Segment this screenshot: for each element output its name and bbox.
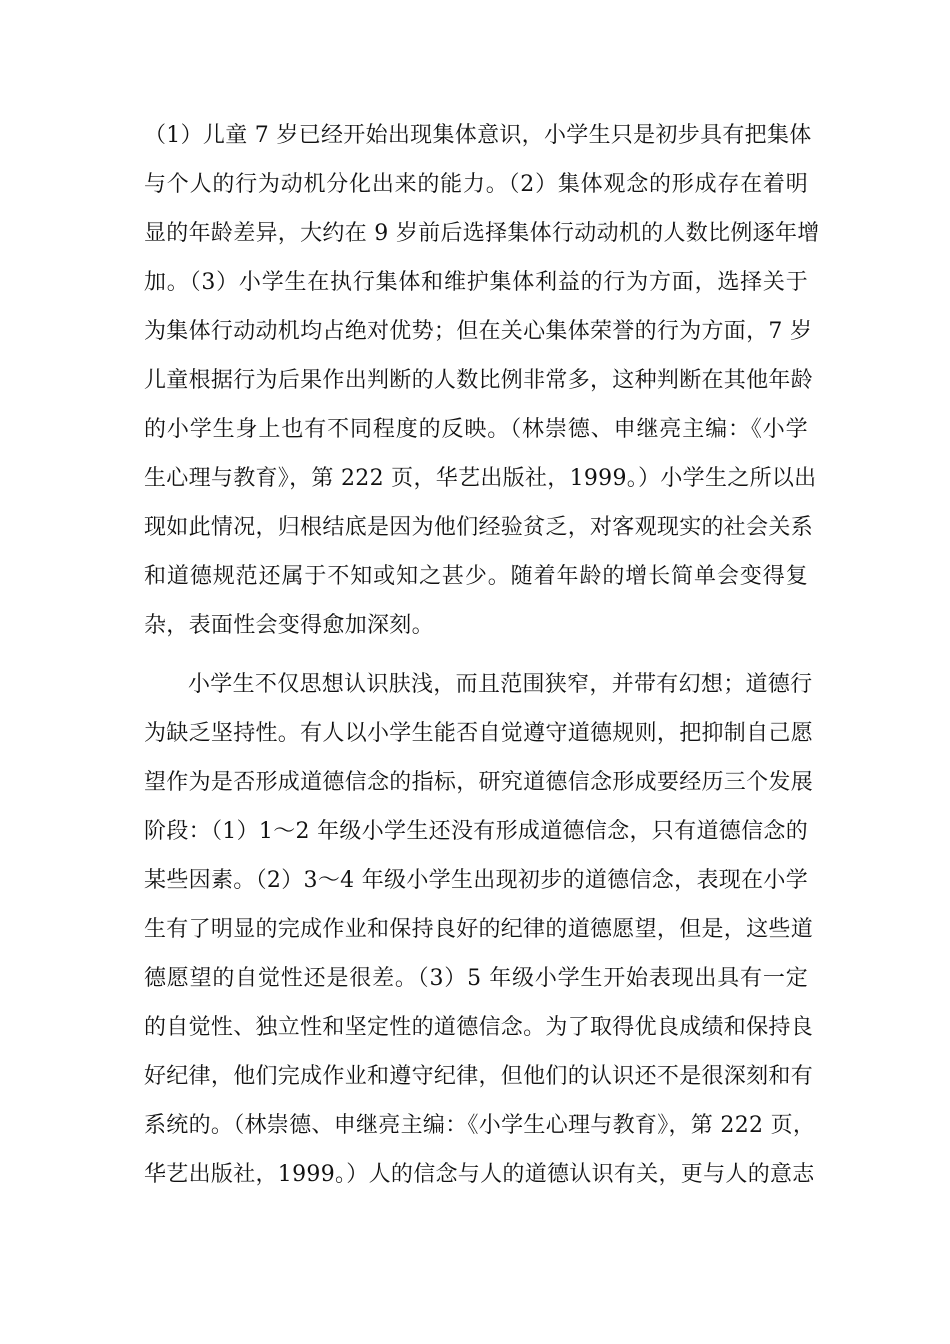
text-line: 系统的。（林崇德、申继亮主编：《小学生心理与教育》，第 222 页， — [144, 1113, 816, 1138]
text-line: 儿童根据行为后果作出判断的人数比例非常多，这种判断在其他年龄 — [144, 368, 814, 393]
text-line: 加。（3）小学生在执行集体和维护集体利益的行为方面，选择关于 — [144, 270, 808, 295]
text-line: 生有了明显的完成作业和保持良好的纪律的道德愿望，但是，这些道 — [144, 917, 814, 942]
text-line: 阶段：（1）1～2 年级小学生还没有形成道德信念，只有道德信念的 — [144, 819, 808, 844]
text-line: 与个人的行为动机分化出来的能力。（2）集体观念的形成存在着明 — [144, 172, 808, 197]
text-line: 好纪律，他们完成作业和遵守纪律，但他们的认识还不是很深刻和有 — [144, 1064, 814, 1089]
text-line: 的小学生身上也有不同程度的反映。（林崇德、申继亮主编：《小学 — [144, 417, 808, 442]
paragraph-last-line: 杂，表面性会变得愈加深刻。 — [144, 613, 434, 638]
text-line: （1）儿童 7 岁已经开始出现集体意识，小学生只是初步具有把集体 — [144, 123, 812, 148]
text-line: 德愿望的自觉性还是很差。（3）5 年级小学生开始表现出具有一定 — [144, 966, 808, 991]
text-line: 和道德规范还属于不知或知之甚少。随着年龄的增长简单会变得复 — [144, 564, 808, 589]
text-line: 为缺乏坚持性。有人以小学生能否自觉遵守道德规则，把抑制自己愿 — [144, 721, 814, 746]
text-line: 某些因素。（2）3～4 年级小学生出现初步的道德信念，表现在小学 — [144, 868, 808, 893]
text-line: 生心理与教育》，第 222 页，华艺出版社，1999。）小学生之所以出 — [144, 466, 817, 491]
text-line: 的自觉性、独立性和坚定性的道德信念。为了取得优良成绩和保持良 — [144, 1015, 814, 1040]
text-line: 华艺出版社，1999。）人的信念与人的道德认识有关，更与人的意志 — [144, 1162, 815, 1187]
text-line: 现如此情况，归根结底是因为他们经验贫乏，对客观现实的社会关系 — [144, 515, 814, 540]
text-line: 望作为是否形成道德信念的指标，研究道德信念形成要经历三个发展 — [144, 770, 814, 795]
paragraph-first-line: 小学生不仅思想认识肤浅，而且范围狭窄，并带有幻想；道德行 — [188, 672, 813, 697]
text-line: 显的年龄差异，大约在 9 岁前后选择集体行动动机的人数比例逐年增 — [144, 221, 820, 246]
text-line: 为集体行动动机均占绝对优势；但在关心集体荣誉的行为方面，7 岁 — [144, 319, 813, 344]
